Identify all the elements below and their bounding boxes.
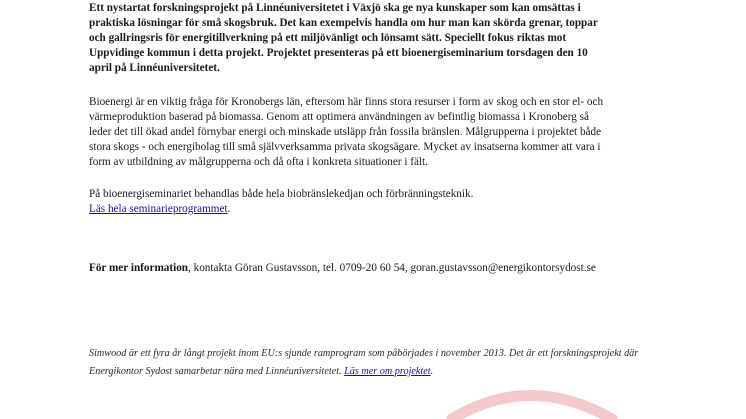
body-line: form av utbildning av målgrupperna och då ofta i konkreta situationer i fält. xyxy=(89,155,428,168)
lead-line: och gallringsris för energitillverkning på ett miljövänligt och lönsamt sätt. Speciellt fokus riktas mot xyxy=(89,31,567,44)
seminar-program-link[interactable]: Läs hela seminarieprogrammet xyxy=(89,202,228,215)
project-info-link[interactable]: Läs mer om projektet xyxy=(344,365,431,377)
link-suffix: . xyxy=(430,365,434,377)
link-suffix: . xyxy=(227,202,231,215)
footer-line xyxy=(89,363,659,381)
contact-text: , kontakta Göran Gustavsson, tel. 0709-20 60 54, goran.gustavsson@energikontorsydost.se xyxy=(188,262,596,274)
lead-line: Uppvidinge kommun i detta projekt. Projektet presenteras på ett bioenergiseminarium torsdagen den 10 xyxy=(89,46,588,59)
footer-line: Simwood är ett fyra år långt projekt inom EU:s sjunde ramprogram som påbörjades i november 2013. Det är ett forskningsprojekt där xyxy=(89,348,639,359)
seminar-link-line xyxy=(89,202,659,217)
lead-paragraph xyxy=(89,1,659,76)
contact-label: För mer information xyxy=(89,262,189,274)
footer-line-text: Energikontor Sydost samarbetar nära med Linnéuniversitetet. xyxy=(89,365,345,377)
footer-note xyxy=(89,345,659,380)
contact-info xyxy=(89,261,689,276)
body-line: Bioenergi är en viktig fråga för Kronobergs län, eftersom här finns stora resurser i form av skog och en stor el- och xyxy=(89,96,604,108)
body-line: värmeproduktion baserad på biomassa. Genom att optimera användningen av befintlig biomassa i Kronoberg så xyxy=(89,110,589,123)
body-paragraph xyxy=(89,95,659,170)
seminar-paragraph xyxy=(89,187,659,217)
lead-line: Ett nystartat forskningsprojekt på Linnéuniversitetet i Växjö ska ge nya kunskaper som kan omsättas i xyxy=(89,2,581,14)
body-line: leder det till ökad andel förnybar energi och minskade utsläpp från fossila bränslen. Målgrupperna i projektet både xyxy=(89,125,602,138)
lead-line: praktiska lösningar för små skogsbruk. Det kan exempelvis handla om hur man kan skörda grenar, toppar xyxy=(89,16,598,29)
body-line: stora skogs - och energibolag till små självverksamma privata skogsägare. Mycket av insatserna kommer att vara i xyxy=(89,140,601,153)
logo-arc xyxy=(452,396,612,419)
lead-line: april på Linnéuniversitetet. xyxy=(89,61,220,74)
seminar-text: På bioenergiseminariet behandlas både hela biobränslekedjan och förbränningsteknik. xyxy=(89,188,474,200)
